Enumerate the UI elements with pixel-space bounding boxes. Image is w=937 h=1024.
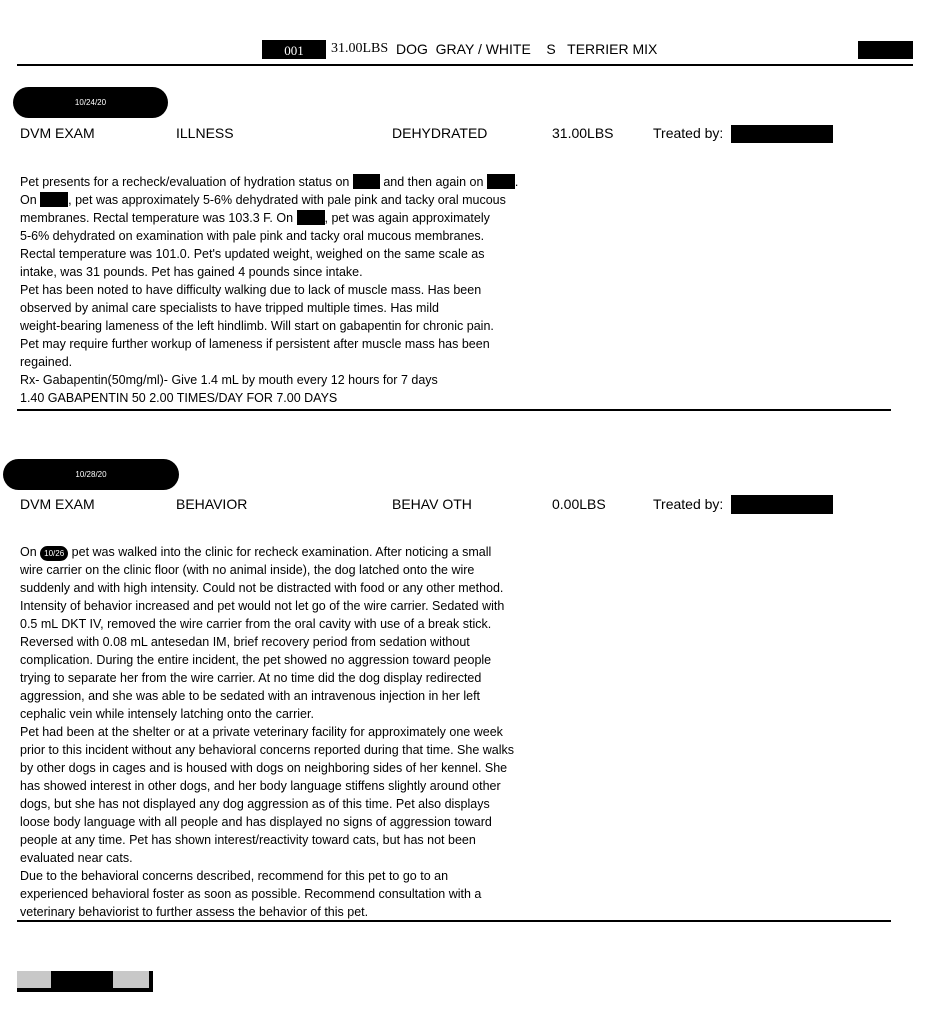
visit-notes — [20, 543, 514, 921]
section-rule — [17, 409, 891, 411]
note-line: has showed interest in other dogs, and her body language stiffens slightly around other — [20, 779, 501, 793]
inline-date-badge: 10/26 — [40, 546, 68, 561]
note-line: observed by animal care specialists to have tripped multiple times. Has mild — [20, 301, 439, 315]
date-redaction — [353, 174, 380, 189]
visit-date-pill: 10/24/20 — [13, 87, 168, 118]
header-redaction — [858, 41, 913, 59]
footer-grey-block — [17, 971, 51, 988]
treated-by-redaction — [731, 125, 833, 143]
note-line: 1.40 GABAPENTIN 50 2.00 TIMES/DAY FOR 7.00 DAYS — [20, 391, 338, 405]
header-description: DOG GRAY / WHITE S TERRIER MIX — [396, 41, 658, 57]
date-redaction — [297, 210, 325, 225]
note-line: regained. — [20, 355, 73, 369]
visit-category: BEHAVIOR — [176, 496, 248, 512]
visit-diagnosis: BEHAV OTH — [392, 496, 472, 512]
note-line: cephalic vein while intensely latching onto the carrier. — [20, 707, 314, 721]
footer-edge — [149, 971, 153, 992]
note-line: Pet may require further workup of lameness if persistent after muscle mass has been — [20, 337, 490, 351]
section-rule — [17, 920, 891, 922]
treated-by-label: Treated by: — [653, 496, 724, 512]
note-line: experienced behavioral foster as soon as possible. Recommend consultation with a — [20, 887, 482, 901]
header-weight: 31.00LBS — [331, 41, 389, 56]
note-line: evaluated near cats. — [20, 851, 133, 865]
note-line: Pet presents for a recheck/evaluation of hydration status on and then again on . — [20, 175, 519, 189]
note-line: intake, was 31 pounds. Pet has gained 4 pounds since intake. — [20, 265, 363, 279]
note-line: veterinary behaviorist to further assess the behavior of this pet. — [20, 905, 369, 919]
footer-grey-block — [113, 971, 149, 988]
note-line: dogs, but she has not displayed any dog aggression as of this time. Pet also displays — [20, 797, 490, 811]
note-line: weight-bearing lameness of the left hindlimb. Will start on gabapentin for chronic pain. — [20, 319, 494, 333]
date-redaction — [487, 174, 515, 189]
note-line: On , pet was approximately 5-6% dehydrated with pale pink and tacky oral mucous — [20, 193, 506, 207]
note-line: prior to this incident without any behavioral concerns reported during that time. She walks — [20, 743, 515, 757]
footer-underline — [17, 988, 153, 992]
visit-weight: 31.00LBS — [552, 125, 614, 141]
note-line: Pet had been at the shelter or at a private veterinary facility for approximately one week — [20, 725, 503, 739]
header-rule — [17, 64, 913, 66]
treated-by-label: Treated by: — [653, 125, 724, 141]
note-line: by other dogs in cages and is housed with dogs on neighboring sides of her kennel. She — [20, 761, 508, 775]
note-line: membranes. Rectal temperature was 103.3 F. On , pet was again approximately — [20, 211, 490, 225]
note-line: people at any time. Pet has shown interest/reactivity toward cats, but has not been — [20, 833, 476, 847]
note-line: Pet has been noted to have difficulty walking due to lack of muscle mass. Has been — [20, 283, 482, 297]
note-line: trying to separate her from the wire carrier. At no time did the dog display redirected — [20, 671, 482, 685]
note-line: Reversed with 0.08 mL antesedan IM, brief recovery period from sedation without — [20, 635, 470, 649]
note-line: 5-6% dehydrated on examination with pale pink and tacky oral mucous membranes. — [20, 229, 485, 243]
patient-id-badge: 001 — [262, 40, 326, 59]
note-line: wire carrier on the clinic floor (with no animal inside), the dog latched onto the wire — [20, 563, 475, 577]
note-line: Due to the behavioral concerns described, recommend for this pet to go to an — [20, 869, 449, 883]
note-line: Rectal temperature was 101.0. Pet's updated weight, weighed on the same scale as — [20, 247, 485, 261]
date-redaction — [40, 192, 68, 207]
note-line: 0.5 mL DKT IV, removed the wire carrier from the oral cavity with use of a break stick. — [20, 617, 492, 631]
note-line: Rx- Gabapentin(50mg/ml)- Give 1.4 mL by mouth every 12 hours for 7 days — [20, 373, 438, 387]
note-line: aggression, and she was able to be sedated with an intravenous injection in her left — [20, 689, 481, 703]
note-line: complication. During the entire incident, the pet showed no aggression toward people — [20, 653, 492, 667]
visit-notes — [20, 173, 518, 407]
visit-diagnosis: DEHYDRATED — [392, 125, 488, 141]
visit-category: ILLNESS — [176, 125, 234, 141]
treated-by-redaction — [731, 495, 833, 514]
visit-date-pill: 10/28/20 — [3, 459, 179, 490]
visit-weight: 0.00LBS — [552, 496, 606, 512]
visit-type: DVM EXAM — [20, 496, 95, 512]
note-line: On 10/26 pet was walked into the clinic for recheck examination. After noticing a small — [20, 545, 492, 559]
note-line: loose body language with all people and has displayed no signs of aggression toward — [20, 815, 492, 829]
note-line: Intensity of behavior increased and pet would not let go of the wire carrier. Sedated with — [20, 599, 505, 613]
note-line: suddenly and with high intensity. Could not be distracted with food or any other method. — [20, 581, 504, 595]
visit-type: DVM EXAM — [20, 125, 95, 141]
